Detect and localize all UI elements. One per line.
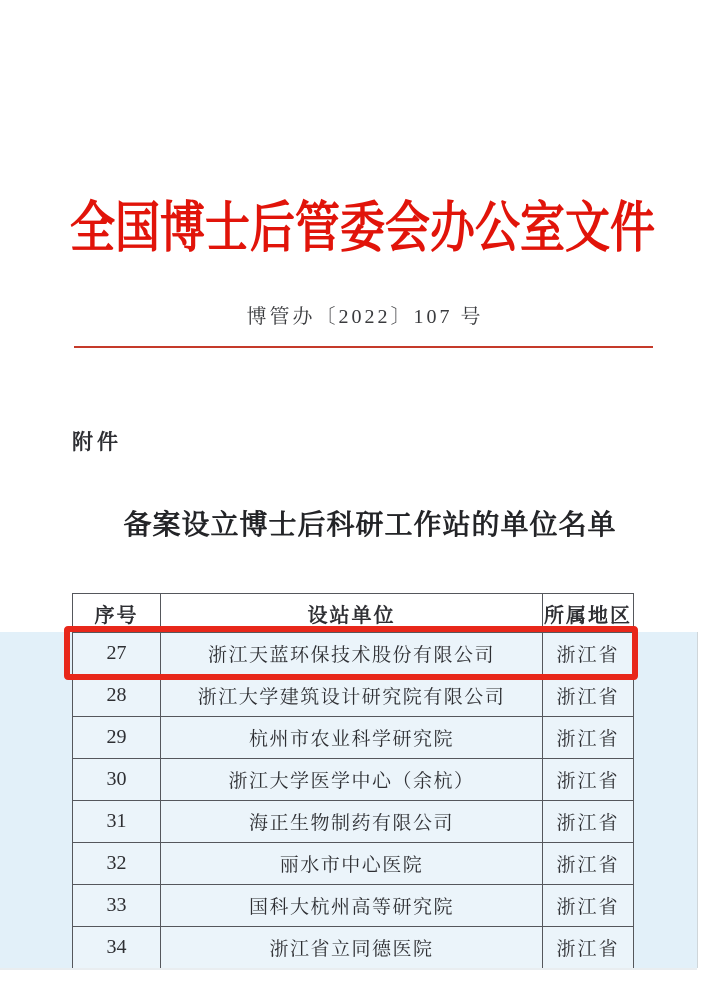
- cell-serial-number: 33: [73, 885, 161, 927]
- paper-bottom-shade: [0, 968, 697, 970]
- header-unit-name: 设站单位: [161, 594, 543, 633]
- table-row: [73, 633, 634, 675]
- cell-region: 浙江省: [543, 843, 634, 885]
- table-row: [73, 801, 634, 843]
- cell-region: 浙江省: [543, 927, 634, 969]
- cell-region: 浙江省: [543, 633, 634, 675]
- table-row: [73, 675, 634, 717]
- list-title: 备案设立博士后科研工作站的单位名单: [123, 510, 617, 541]
- header-row: [73, 594, 634, 633]
- cell-region: 浙江省: [543, 801, 634, 843]
- units-table-header: [73, 594, 634, 633]
- cell-unit-name: 浙江省立同德医院: [161, 927, 543, 969]
- cell-unit-name: 丽水市中心医院: [161, 843, 543, 885]
- cell-serial-number: 30: [73, 759, 161, 801]
- table-row: [73, 717, 634, 759]
- cell-region: 浙江省: [543, 717, 634, 759]
- cell-region: 浙江省: [543, 759, 634, 801]
- cell-unit-name: 国科大杭州高等研究院: [161, 885, 543, 927]
- cell-region: 浙江省: [543, 885, 634, 927]
- table-row: [73, 927, 634, 969]
- cell-serial-number: 34: [73, 927, 161, 969]
- document-number: 博管办〔2022〕107 号: [246, 306, 484, 328]
- header-serial-number: 序号: [73, 594, 161, 633]
- cell-unit-name: 浙江天蓝环保技术股份有限公司: [161, 633, 543, 675]
- cell-serial-number: 27: [73, 633, 161, 675]
- cell-unit-name: 浙江大学建筑设计研究院有限公司: [161, 675, 543, 717]
- units-table: [72, 593, 634, 969]
- cell-serial-number: 28: [73, 675, 161, 717]
- table-row: [73, 759, 634, 801]
- cell-unit-name: 浙江大学医学中心（余杭）: [161, 759, 543, 801]
- attachment-label: 附件: [72, 430, 122, 454]
- table-row: [73, 885, 634, 927]
- cell-serial-number: 29: [73, 717, 161, 759]
- document-title: 全国博士后管委会办公室文件: [70, 197, 656, 259]
- units-table-body: [73, 633, 634, 969]
- red-divider-line: [74, 346, 653, 348]
- cell-serial-number: 32: [73, 843, 161, 885]
- header-region: 所属地区: [543, 594, 634, 633]
- cell-unit-name: 杭州市农业科学研究院: [161, 717, 543, 759]
- cell-unit-name: 海正生物制药有限公司: [161, 801, 543, 843]
- cell-region: 浙江省: [543, 675, 634, 717]
- cell-serial-number: 31: [73, 801, 161, 843]
- table-row: [73, 843, 634, 885]
- page-edge-line: [697, 632, 698, 968]
